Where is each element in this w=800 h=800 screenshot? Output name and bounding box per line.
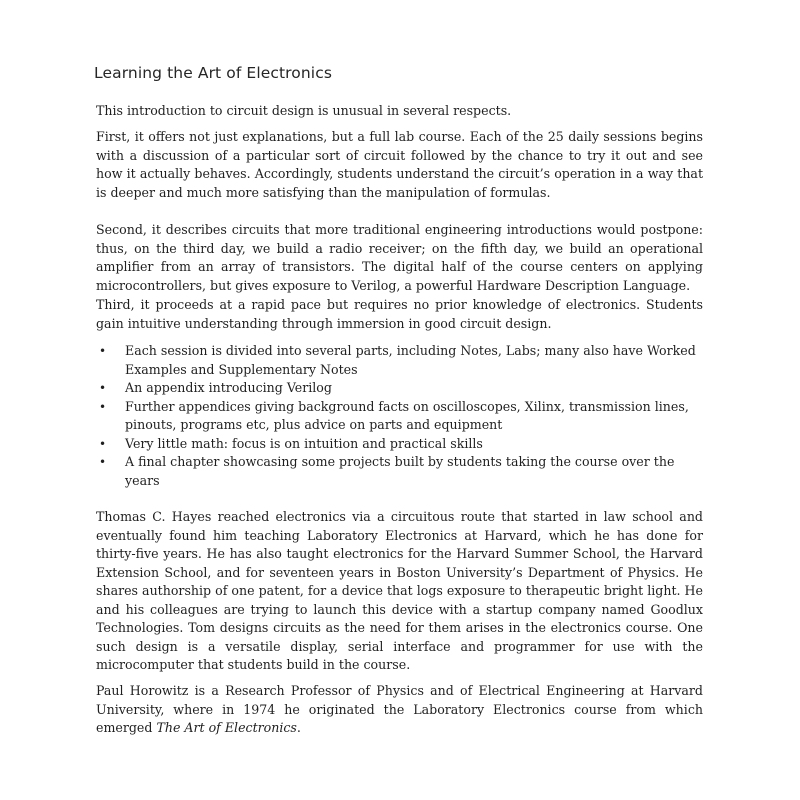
horowitz-bio-end: .	[296, 720, 301, 735]
bullet-icon: •	[99, 436, 107, 451]
list-item	[96, 342, 703, 379]
hayes-bio: Thomas C. Hayes reached electronics via a circuitous route that started in law school and eventually found him teaching Laboratory Electronics at Harvard, which he has done for thirty-five years. He has also taught electronics for the Harvard Summer School, the Harvard Extension School, and for seventeen years in Boston University’s Department of Physics. He shares authorship of one patent, for a device that logs exposure to therapeutic bright light. He and his colleagues are trying to launch this device with a startup company named Goodlux Technologies. Tom designs circuits as the need for them arises in the electronics course. One such design is a versatile display, serial interface and programmer for use with the microcomputer that students build in the course.	[96, 509, 703, 672]
bullet-icon: •	[99, 381, 107, 395]
book-title: The Art of Electronics	[156, 720, 297, 735]
horowitz-bio	[96, 682, 703, 738]
first-paragraph: First, it offers not just explanations, but a full lab course. Each of the 25 daily sessions begins with a discussion of a particular sort of circuit followed by the chance to try it out and see how it actually behaves. Accordingly, students understand the circuit’s operation in a way that is deeper and much more satisfying than the manipulation of formulas.	[96, 129, 703, 200]
feature-list	[96, 342, 703, 490]
page-title: Learning the Art of Electronics	[94, 64, 333, 82]
list-item	[96, 379, 703, 398]
list-item-text: Each session is divided into several parts, including Notes, Labs; many also have Worked Examples and Supplementary Notes	[125, 343, 696, 377]
bullet-icon: •	[99, 399, 107, 414]
list-item-text: An appendix introducing Verilog	[125, 380, 332, 395]
bullet-icon: •	[99, 455, 107, 469]
list-item-text: Further appendices giving background facts on oscilloscopes, Xilinx, transmission lines, pinouts, programs etc, plus advice on parts and equipment	[125, 398, 689, 432]
second-paragraph: Second, it describes circuits that more traditional engineering introductions would postpone: thus, on the third day, we build a radio receiver; on the fifth day, we build an operational amplifier from an array of transistors. The digital half of the course centers on applying microcontrollers, but gives exposure to Verilog, a powerful Hardware Description Language.	[96, 222, 703, 293]
intro-paragraph: This introduction to circuit design is unusual in several respects.	[96, 103, 512, 118]
list-item-text: A final chapter showcasing some projects built by students taking the course over the years	[125, 454, 675, 488]
horowitz-bio-text: Paul Horowitz is a Research Professor of Physics and of Electrical Engineering at Harvard University, where in 1974 he originated the Laboratory Electronics course from which emerged	[96, 683, 703, 735]
list-item	[96, 453, 703, 490]
list-item-text: Very little math: focus is on intuition and practical skills	[125, 435, 483, 451]
third-paragraph: Third, it proceeds at a rapid pace but requires no prior knowledge of electronics. Students gain intuitive understanding through immersion in good circuit design.	[96, 297, 703, 331]
list-item	[96, 398, 703, 435]
list-item	[96, 435, 703, 454]
bullet-icon: •	[99, 344, 107, 358]
